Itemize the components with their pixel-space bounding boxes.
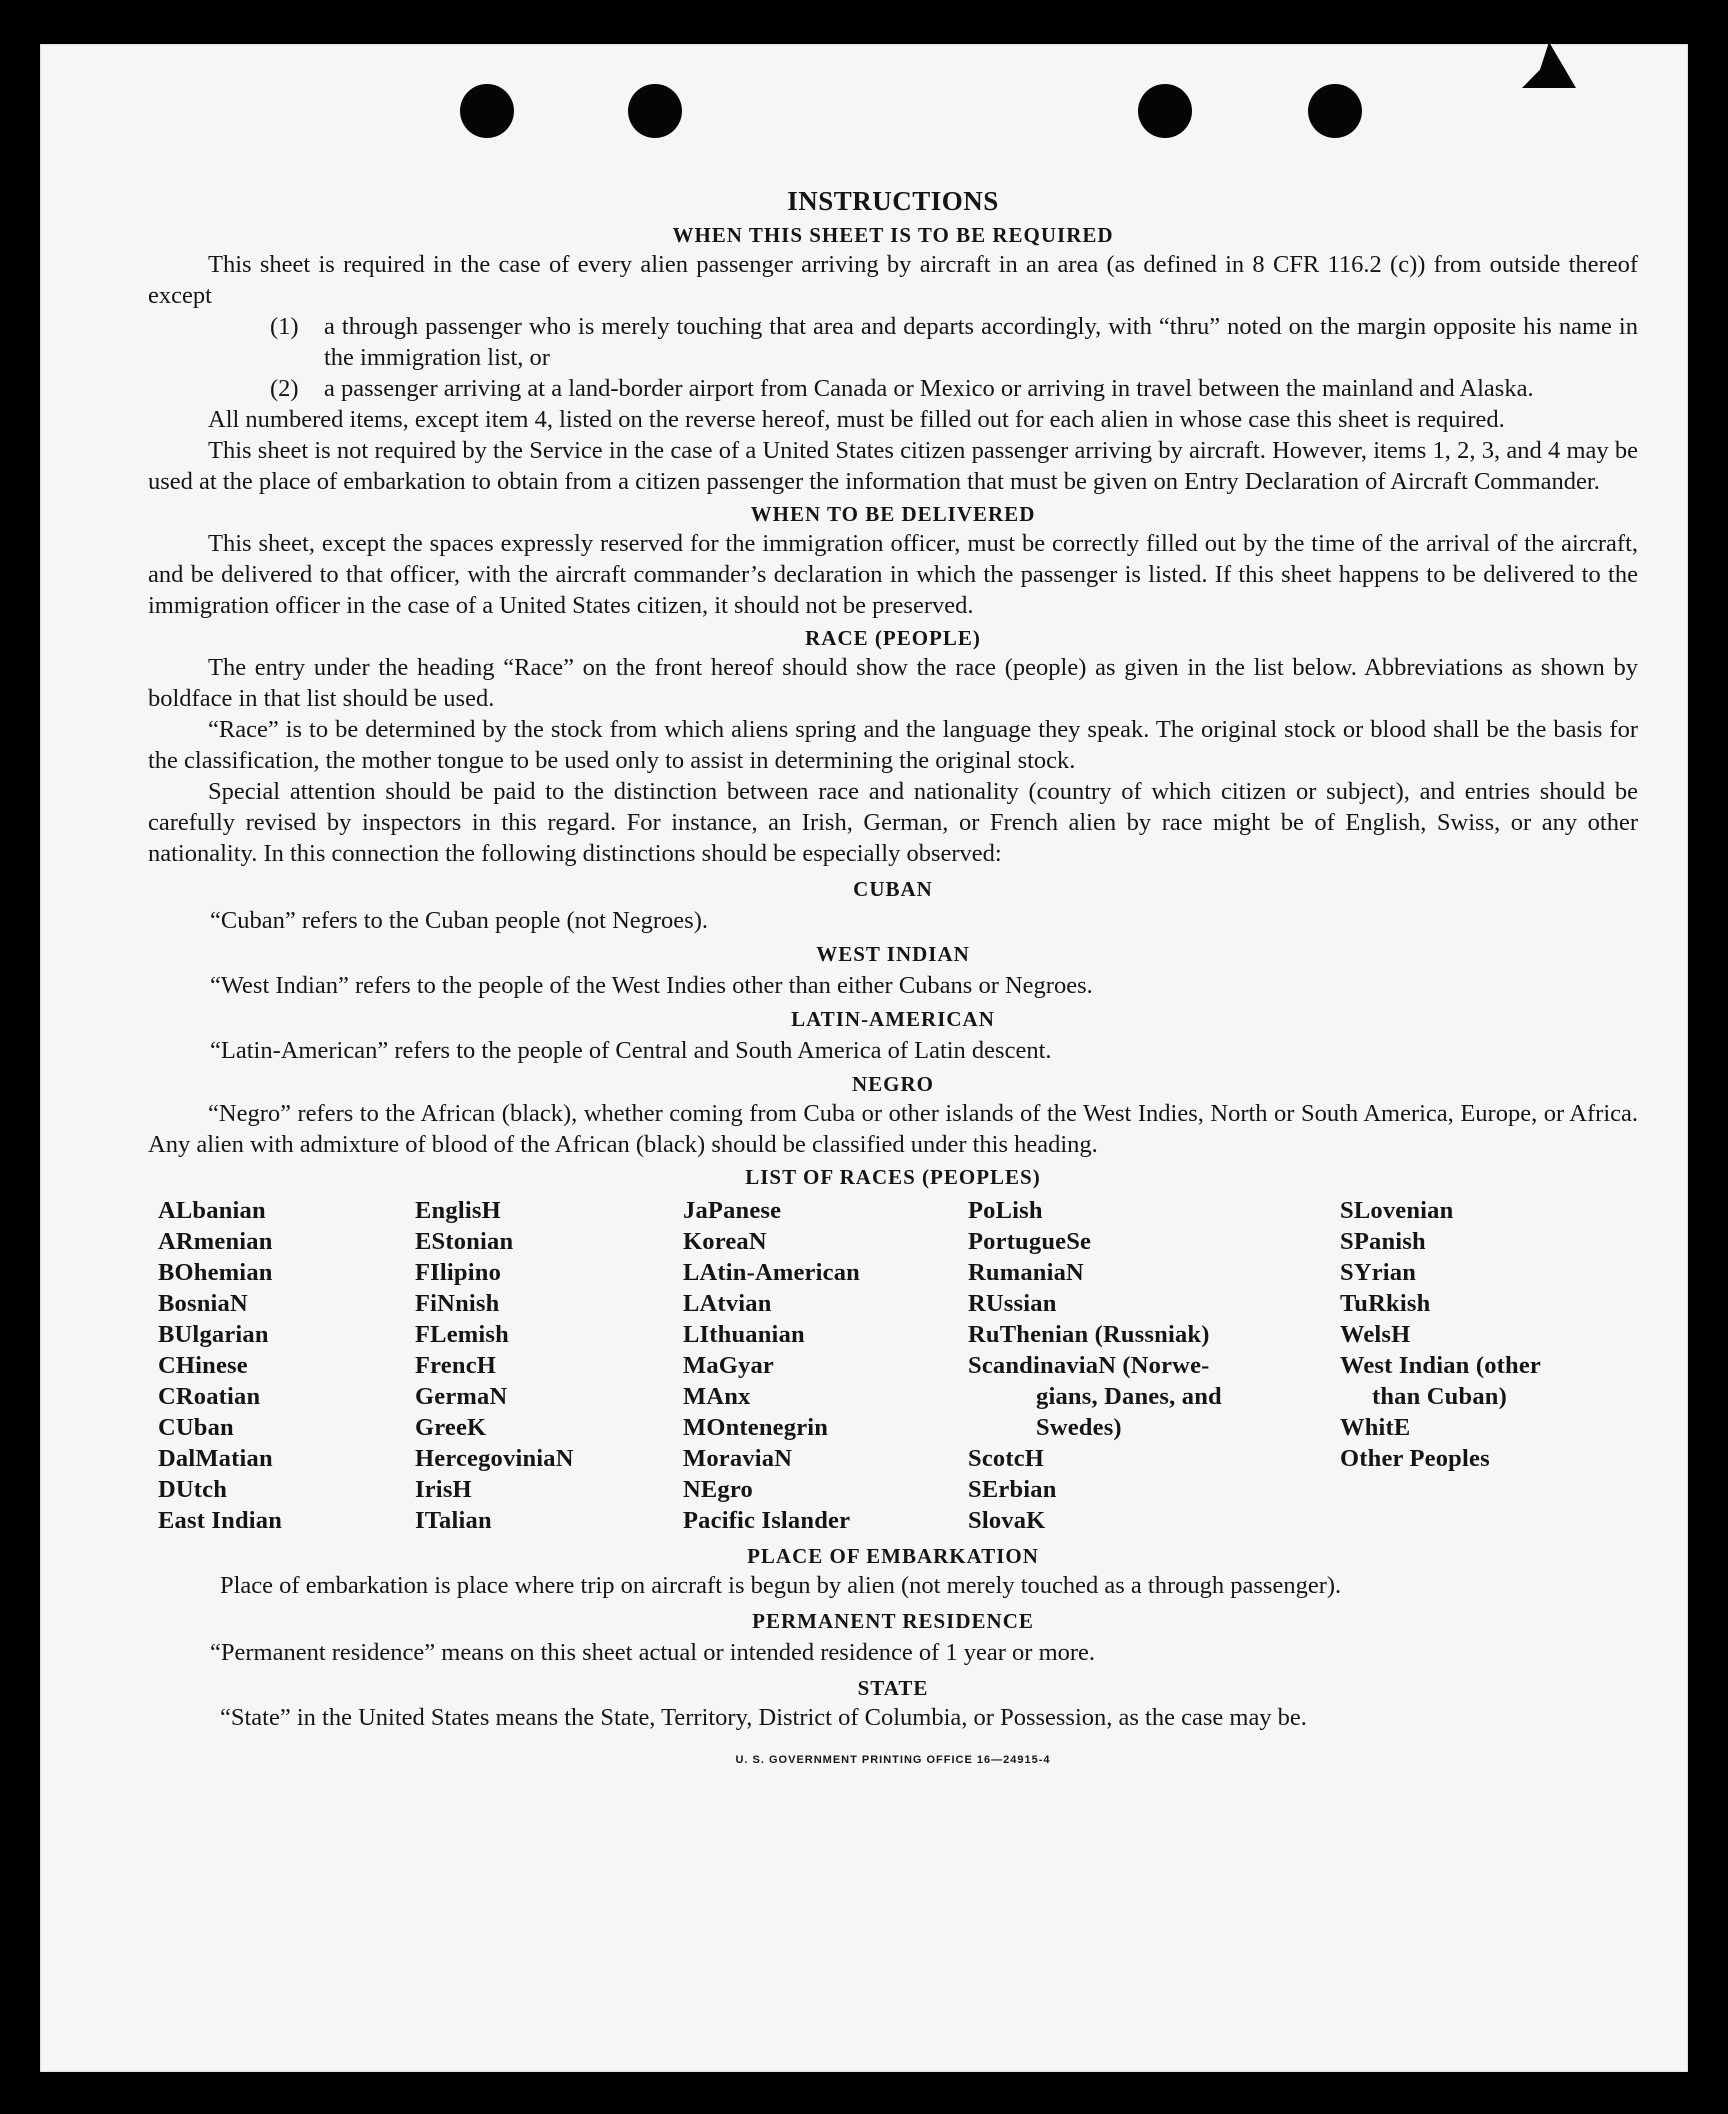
paragraph-west-indian: “West Indian” refers to the people of the West Indies other than either Cubans or Negroes.	[210, 972, 1093, 999]
item-text: a through passenger who is merely touching that area and departs accordingly, with “thru” noted on the margin opposite his name in the immigration list, or	[324, 313, 1638, 371]
heading-latin-american: LATIN-AMERICAN	[791, 1007, 995, 1031]
race-entry: LAtvian	[683, 1290, 772, 1317]
paragraph-cuban: “Cuban” refers to the Cuban people (not Negroes).	[210, 907, 708, 934]
paragraph-citizen: This sheet is not required by the Service in the case of a United States citizen passenger arriving by aircraft. However, items 1, 2, 3, and 4 may be used at the place of embarkation to obtain from a citizen passenger the information that must be given on Entry Declaration of Aircraft Commander.	[148, 437, 1638, 495]
heading-place-of-embarkation: PLACE OF EMBARKATION	[747, 1544, 1039, 1568]
race-entry: Other Peoples	[1340, 1445, 1490, 1472]
race-entry: FLemish	[415, 1321, 509, 1348]
race-entry: RUssian	[968, 1290, 1057, 1317]
heading-when-delivered: WHEN TO BE DELIVERED	[750, 502, 1036, 526]
race-entry: DalMatian	[158, 1445, 273, 1472]
race-entry: CHinese	[158, 1352, 248, 1379]
race-entry: EStonian	[415, 1228, 514, 1255]
race-entry: NEgro	[683, 1476, 753, 1503]
paragraph-state: “State” in the United States means the State, Territory, District of Columbia, or Possession, as the case may be.	[220, 1704, 1307, 1731]
race-entry: East Indian	[158, 1507, 283, 1534]
race-entry: GreeK	[415, 1414, 487, 1441]
punch-hole	[628, 84, 682, 138]
race-entry: MoraviaN	[683, 1445, 793, 1472]
paragraph-race-2: “Race” is to be determined by the stock from which aliens spring and the language they speak. The original stock or blood shall be the basis for the classification, the mother tongue to be used only to assist in determining the original stock.	[148, 716, 1638, 774]
race-entry: SlovaK	[968, 1507, 1046, 1534]
race-entry: Pacific Islander	[683, 1507, 851, 1534]
race-entry: MOntenegrin	[683, 1414, 829, 1441]
paragraph-intro: This sheet is required in the case of every alien passenger arriving by aircraft in an area (as defined in 8 CFR 116.2 (c)) from outside thereof except	[148, 251, 1638, 309]
races-column-4	[968, 1195, 1340, 1536]
torn-corner	[1516, 42, 1576, 88]
race-entry: PortugueSe	[968, 1228, 1092, 1255]
heading-negro: NEGRO	[851, 1072, 934, 1096]
race-entry: SYrian	[1340, 1259, 1417, 1286]
race-entry: SLovenian	[1340, 1197, 1454, 1224]
race-entry: KoreaN	[683, 1228, 767, 1255]
race-entry-continued: gians, Danes, and	[1036, 1383, 1222, 1410]
race-entry: ScotcH	[968, 1445, 1045, 1472]
race-entry: WhitE	[1340, 1414, 1411, 1441]
list-item	[148, 311, 1638, 373]
item-text: a passenger arriving at a land-border airport from Canada or Mexico or arriving in travel between the mainland and Alaska.	[324, 375, 1534, 402]
race-entry: ITalian	[415, 1507, 492, 1534]
paragraph-latin-american: “Latin-American” refers to the people of Central and South America of Latin descent.	[210, 1037, 1052, 1064]
races-column-5	[1340, 1195, 1600, 1536]
race-entry: HercegoviniaN	[415, 1445, 574, 1472]
race-entry: CRoatian	[158, 1383, 261, 1410]
races-column-2	[415, 1195, 683, 1536]
heading-cuban: CUBAN	[853, 877, 933, 901]
race-entry: TuRkish	[1340, 1290, 1431, 1317]
punch-hole	[1308, 84, 1362, 138]
race-entry: LIthuanian	[683, 1321, 805, 1348]
heading-state: STATE	[857, 1676, 929, 1700]
race-entry: FIlipino	[415, 1259, 502, 1286]
race-entry: EnglisH	[415, 1197, 501, 1224]
race-entry: DUtch	[158, 1476, 228, 1503]
race-entry: CUban	[158, 1414, 234, 1441]
punch-hole	[460, 84, 514, 138]
heading-west-indian: WEST INDIAN	[816, 942, 970, 966]
race-entry: GermaN	[415, 1383, 508, 1410]
race-entry: SPanish	[1340, 1228, 1426, 1255]
paragraph-race-3: Special attention should be paid to the distinction between race and nationality (country of which citizen or subject), and entries should be carefully revised by inspectors in this regard. For instance, an Irish, German, or French alien by race might be of English, Swiss, or any other nationality. In this connection the following distinctions should be especially observed:	[148, 778, 1638, 867]
race-entry: MaGyar	[683, 1352, 775, 1379]
race-entry: ScandinaviaN (Norwe-	[968, 1352, 1210, 1379]
race-entry: IrisH	[415, 1476, 472, 1503]
races-list	[148, 1195, 1638, 1536]
races-column-1	[158, 1195, 415, 1536]
race-entry: PoLish	[968, 1197, 1043, 1224]
paragraph-numbered-items: All numbered items, except item 4, listed on the reverse hereof, must be filled out for each alien in whose case this sheet is required.	[208, 406, 1505, 433]
races-column-3	[683, 1195, 968, 1536]
race-entry: MAnx	[683, 1383, 751, 1410]
race-entry: SErbian	[968, 1476, 1057, 1503]
race-entry: West Indian (other	[1340, 1352, 1541, 1379]
document-page	[40, 44, 1688, 2072]
race-entry: RumaniaN	[968, 1259, 1084, 1286]
race-entry: ARmenian	[158, 1228, 273, 1255]
printing-office-footer: U. S. GOVERNMENT PRINTING OFFICE 16—24915-4	[735, 1754, 1051, 1766]
race-entry: FrencH	[415, 1352, 497, 1379]
heading-list-of-races: LIST OF RACES (PEOPLES)	[745, 1165, 1041, 1189]
document-body	[148, 144, 1638, 1776]
heading-when-required: WHEN THIS SHEET IS TO BE REQUIRED	[672, 223, 1114, 247]
paragraph-place-of-embarkation: Place of embarkation is place where trip on aircraft is begun by alien (not merely touched as a through passenger).	[220, 1572, 1342, 1599]
race-entry: ALbanian	[158, 1197, 266, 1224]
item-number: (2)	[270, 375, 299, 402]
paragraph-permanent-residence: “Permanent residence” means on this sheet actual or intended residence of 1 year or more.	[210, 1639, 1096, 1666]
item-number: (1)	[270, 313, 299, 340]
race-entry: BOhemian	[158, 1259, 273, 1286]
punch-hole	[1138, 84, 1192, 138]
list-item	[148, 373, 1638, 404]
heading-race: RACE (PEOPLE)	[805, 626, 981, 650]
race-entry: BUlgarian	[158, 1321, 269, 1348]
race-entry-continued: Swedes)	[1036, 1414, 1122, 1441]
paragraph-negro: “Negro” refers to the African (black), whether coming from Cuba or other islands of the West Indies, North or South America, Europe, or Africa. Any alien with admixture of blood of the African (black) should be classified under this heading.	[148, 1100, 1638, 1158]
heading-permanent-residence: PERMANENT RESIDENCE	[752, 1609, 1034, 1633]
race-entry-continued: than Cuban)	[1372, 1383, 1507, 1410]
race-entry: LAtin-American	[683, 1259, 860, 1286]
page-title: INSTRUCTIONS	[787, 186, 999, 216]
race-entry: BosniaN	[158, 1290, 248, 1317]
race-entry: JaPanese	[683, 1197, 782, 1224]
paragraph-race-1: The entry under the heading “Race” on the front hereof should show the race (people) as given in the list below. Abbreviations as shown by boldface in that list should be used.	[148, 654, 1638, 712]
race-entry: RuThenian (Russniak)	[968, 1321, 1210, 1348]
race-entry: WelsH	[1340, 1321, 1411, 1348]
race-entry: FiNnish	[415, 1290, 500, 1317]
paragraph-delivered: This sheet, except the spaces expressly reserved for the immigration officer, must be correctly filled out by the time of the arrival of the aircraft, and be delivered to that officer, with the aircraft commander’s declaration in which the passenger is listed. If this sheet happens to be delivered to the immigration officer in the case of a United States citizen, it should not be preserved.	[148, 530, 1638, 619]
